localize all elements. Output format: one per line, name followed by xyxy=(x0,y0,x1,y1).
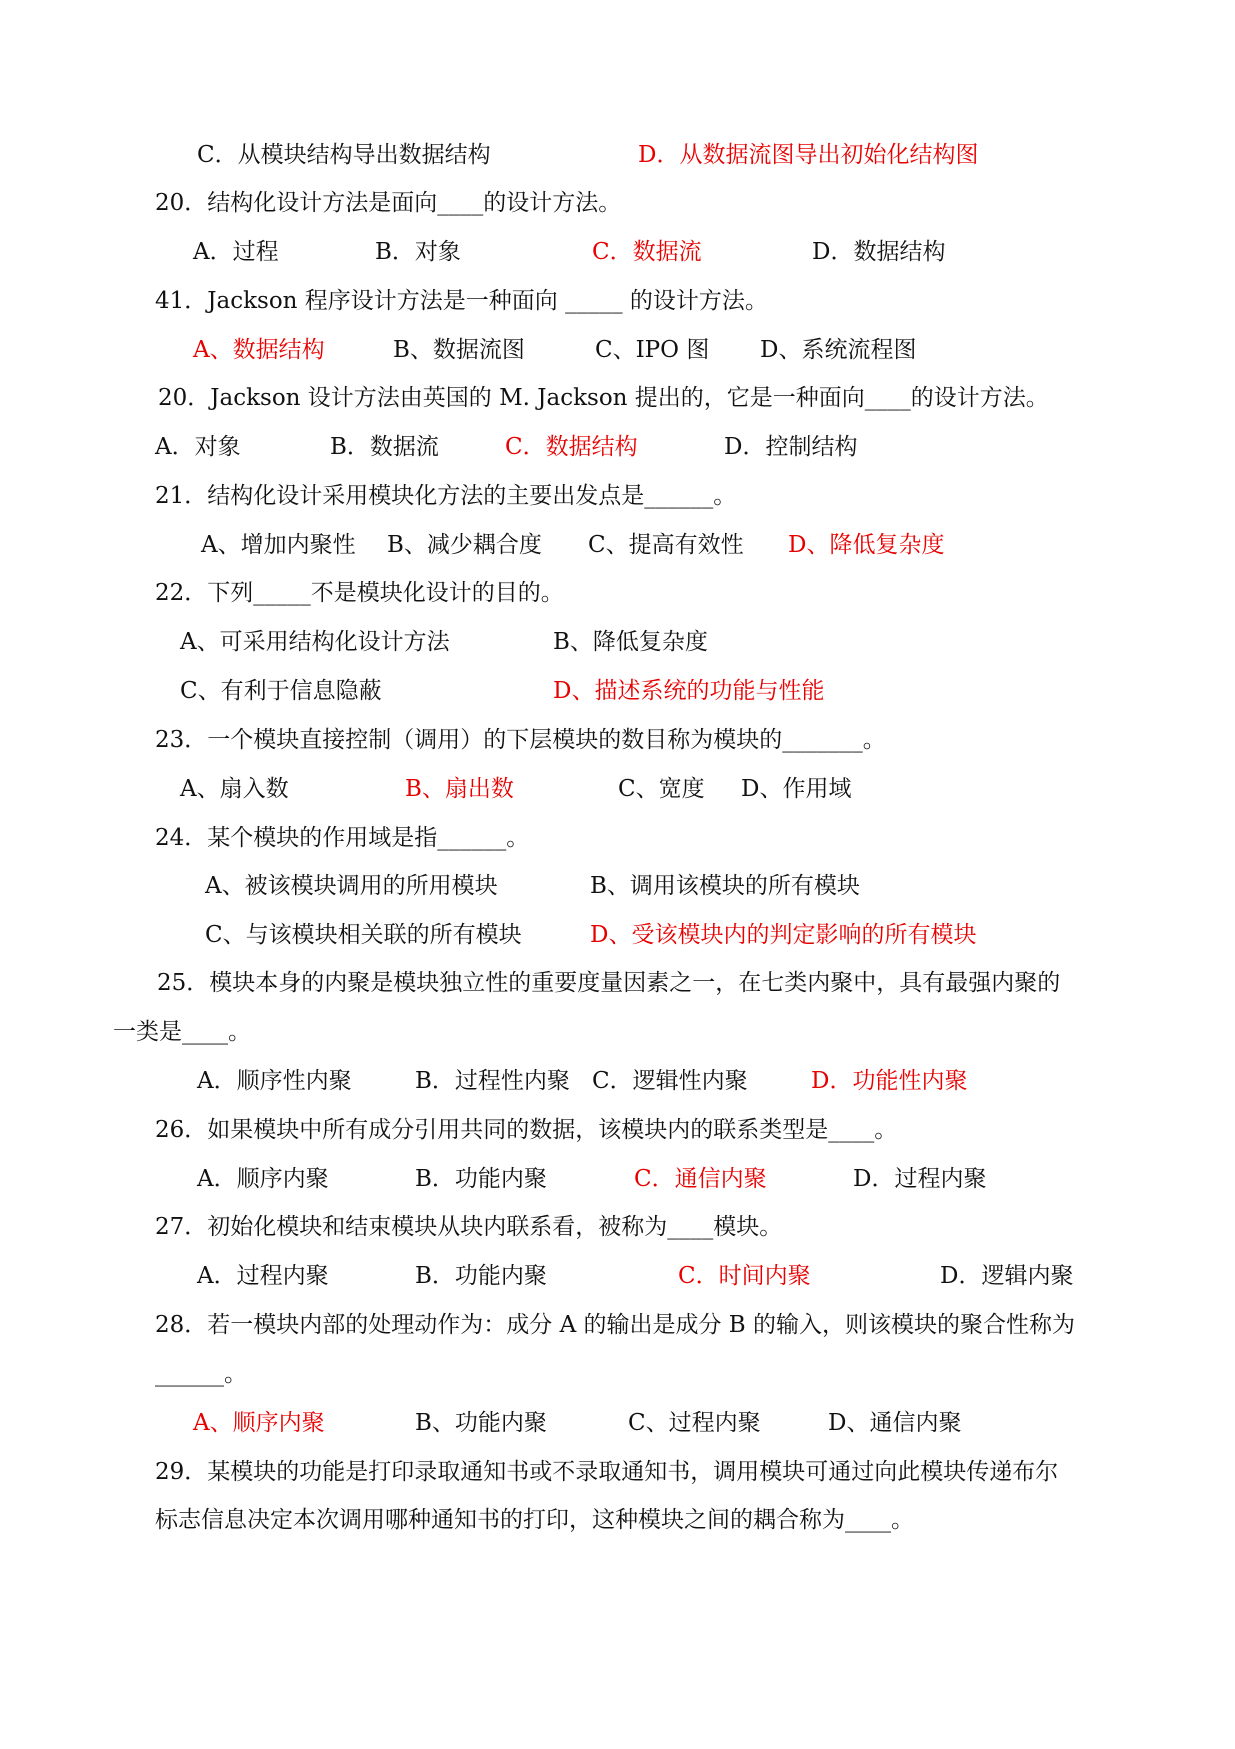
text-line xyxy=(0,1403,1235,1443)
text-segment: 28．若一模块内部的处理动作为：成分 A 的输出是成分 B 的输入，则该模块的聚合性称为 xyxy=(155,1312,1076,1338)
text-segment: A．顺序内聚 xyxy=(197,1166,329,1192)
text-segment: B．过程性内聚 xyxy=(415,1068,570,1094)
answer-option: C．数据流 xyxy=(592,239,702,265)
text-segment: 24．某个模块的作用域是指______。 xyxy=(155,825,530,851)
text-segment: A、增加内聚性 xyxy=(201,532,356,558)
text-segment: C、宽度 xyxy=(618,776,705,802)
text-segment: 23．一个模块直接控制（调用）的下层模块的数目称为模块的_______。 xyxy=(155,727,886,753)
text-line xyxy=(0,963,1235,1003)
text-line xyxy=(0,427,1235,467)
text-segment: B、功能内聚 xyxy=(415,1410,547,1436)
text-line xyxy=(0,525,1235,565)
text-line xyxy=(0,1256,1235,1296)
text-line xyxy=(0,720,1235,760)
text-segment: 22．下列_____不是模块化设计的目的。 xyxy=(155,580,564,606)
text-line xyxy=(0,1452,1235,1492)
text-segment: B、调用该模块的所有模块 xyxy=(590,873,860,899)
text-segment: B、数据流图 xyxy=(393,337,525,363)
text-line xyxy=(0,1354,1235,1394)
text-segment: C、与该模块相关联的所有模块 xyxy=(205,922,522,948)
text-segment: C、提高有效性 xyxy=(588,532,744,558)
text-line xyxy=(0,378,1235,418)
text-line xyxy=(0,476,1235,516)
text-segment: 20．结构化设计方法是面向____的设计方法。 xyxy=(155,190,622,216)
text-segment: ______。 xyxy=(155,1361,247,1387)
text-segment: C．从模块结构导出数据结构 xyxy=(197,142,491,168)
text-line xyxy=(0,866,1235,906)
text-line xyxy=(0,915,1235,955)
text-segment: C、过程内聚 xyxy=(628,1410,761,1436)
text-line xyxy=(0,573,1235,613)
text-segment: A．顺序性内聚 xyxy=(197,1068,352,1094)
text-line xyxy=(0,183,1235,223)
text-segment: B．功能内聚 xyxy=(415,1263,547,1289)
text-segment: A．对象 xyxy=(155,434,241,460)
text-segment: A、被该模块调用的所用模块 xyxy=(205,873,498,899)
text-segment: B．数据流 xyxy=(330,434,439,460)
text-segment: 25．模块本身的内聚是模块独立性的重要度量因素之一，在七类内聚中，具有最强内聚的 xyxy=(157,970,1061,996)
text-segment: D、通信内聚 xyxy=(828,1410,962,1436)
text-line xyxy=(0,281,1235,321)
text-line xyxy=(0,1061,1235,1101)
text-line xyxy=(0,622,1235,662)
text-segment: 29．某模块的功能是打印录取通知书或不录取通知书，调用模块可通过向此模块传递布尔 xyxy=(155,1459,1059,1485)
text-segment: B．功能内聚 xyxy=(415,1166,547,1192)
text-line xyxy=(0,1110,1235,1150)
text-line xyxy=(0,1012,1235,1052)
text-line xyxy=(0,330,1235,370)
answer-option: D、描述系统的功能与性能 xyxy=(553,678,825,704)
answer-option: C．通信内聚 xyxy=(634,1166,767,1192)
text-segment: 20．Jackson 设计方法由英国的 M. Jackson 提出的，它是一种面向____的设计方法。 xyxy=(158,385,1049,411)
text-segment: 41．Jackson 程序设计方法是一种面向 _____ 的设计方法。 xyxy=(155,288,768,314)
text-segment: A、扇入数 xyxy=(180,776,289,802)
text-segment: A．过程内聚 xyxy=(197,1263,329,1289)
text-segment: 27．初始化模块和结束模块从块内联系看，被称为____模块。 xyxy=(155,1214,783,1240)
text-segment: 标志信息决定本次调用哪种通知书的打印，这种模块之间的耦合称为____。 xyxy=(155,1507,914,1533)
text-segment: B、降低复杂度 xyxy=(553,629,708,655)
text-line xyxy=(0,232,1235,272)
answer-option: D．从数据流图导出初始化结构图 xyxy=(638,142,979,168)
answer-option: D．功能性内聚 xyxy=(811,1068,968,1094)
answer-option: A、顺序内聚 xyxy=(193,1410,325,1436)
text-segment: A、可采用结构化设计方法 xyxy=(180,629,450,655)
text-line xyxy=(0,818,1235,858)
text-segment: B、减少耦合度 xyxy=(387,532,542,558)
answer-option: A、数据结构 xyxy=(193,337,325,363)
text-segment: C、有利于信息隐蔽 xyxy=(180,678,382,704)
text-line xyxy=(0,1305,1235,1345)
text-segment: D、作用域 xyxy=(741,776,852,802)
answer-option: C．数据结构 xyxy=(505,434,638,460)
answer-option: C．时间内聚 xyxy=(678,1263,811,1289)
text-line xyxy=(0,671,1235,711)
text-segment: D、系统流程图 xyxy=(760,337,917,363)
text-segment: 26．如果模块中所有成分引用共同的数据，该模块内的联系类型是____。 xyxy=(155,1117,898,1143)
text-line xyxy=(0,769,1235,809)
text-segment: D．逻辑内聚 xyxy=(940,1263,1074,1289)
text-segment: B．对象 xyxy=(375,239,461,265)
text-line xyxy=(0,1159,1235,1199)
answer-option: D、降低复杂度 xyxy=(788,532,945,558)
text-segment: A．过程 xyxy=(193,239,279,265)
text-segment: 一类是____。 xyxy=(113,1019,251,1045)
text-segment: D．过程内聚 xyxy=(853,1166,987,1192)
text-segment: 21．结构化设计采用模块化方法的主要出发点是______。 xyxy=(155,483,737,509)
text-line xyxy=(0,1207,1235,1247)
text-segment: C、IPO 图 xyxy=(595,337,710,363)
text-segment: C．逻辑性内聚 xyxy=(592,1068,748,1094)
answer-option: D、受该模块内的判定影响的所有模块 xyxy=(590,922,977,948)
text-line xyxy=(0,135,1235,175)
text-line xyxy=(0,1500,1235,1540)
text-segment: D．控制结构 xyxy=(724,434,858,460)
answer-option: B、扇出数 xyxy=(405,776,514,802)
text-segment: D．数据结构 xyxy=(812,239,946,265)
